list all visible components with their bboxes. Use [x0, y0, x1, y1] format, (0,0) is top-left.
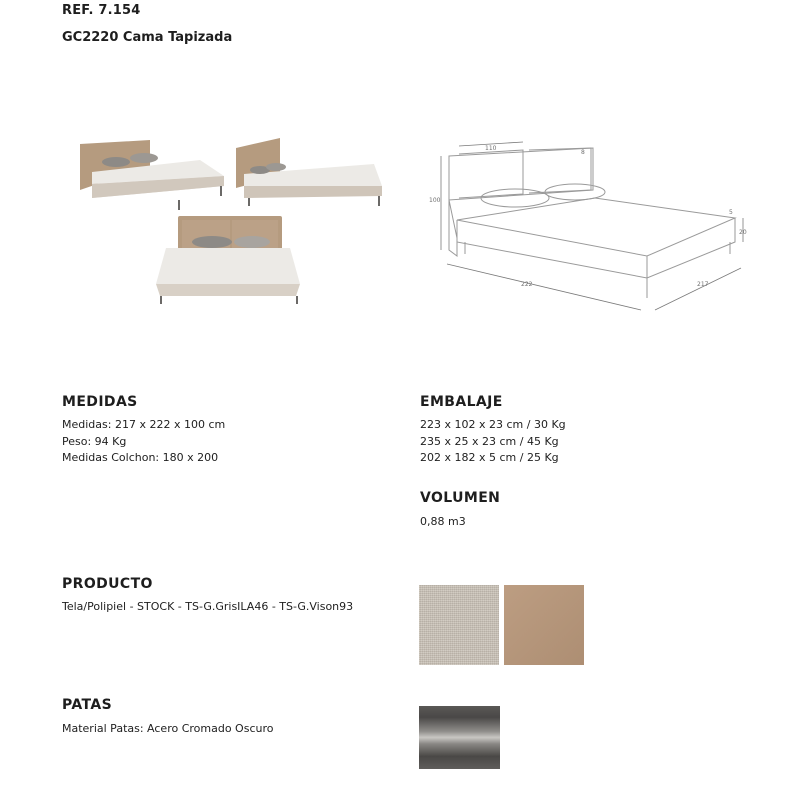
dim-width-label: 110: [485, 145, 497, 152]
bed-photo-front: [152, 214, 304, 306]
embalaje-line: 202 x 182 x 5 cm / 25 Kg: [420, 451, 559, 464]
metal-swatch: [419, 706, 500, 769]
embalaje-line: 235 x 25 x 23 cm / 45 Kg: [420, 434, 559, 448]
medidas-line: Peso: 94 Kg: [62, 434, 127, 448]
reference-code: REF. 7.154: [62, 3, 141, 18]
product-title: GC2220 Cama Tapizada: [62, 30, 233, 45]
medidas-line: Medidas: 217 x 222 x 100 cm: [62, 418, 226, 431]
producto-heading: PRODUCTO: [62, 576, 153, 592]
patas-description: Material Patas: Acero Cromado Oscuro: [62, 722, 274, 735]
medidas-block: [62, 417, 225, 467]
fabric-swatch-vison: [504, 585, 584, 665]
volumen-value: 0,88 m3: [420, 515, 466, 528]
patas-heading: PATAS: [62, 697, 113, 713]
medidas-heading: MEDIDAS: [62, 394, 138, 410]
dimension-drawing: [425, 138, 755, 316]
dim-depth-label: 217: [697, 281, 709, 288]
dim-side-label: 20: [739, 229, 747, 236]
bed-photo-angle-left: [78, 138, 228, 214]
volumen-heading: VOLUMEN: [420, 490, 501, 506]
embalaje-heading: EMBALAJE: [420, 394, 503, 410]
embalaje-block: [420, 417, 566, 467]
dim-height-label: 100: [429, 197, 441, 204]
fabric-swatch-gris: [419, 585, 499, 665]
embalaje-line: 223 x 102 x 23 cm / 30 Kg: [420, 418, 566, 431]
producto-description: Tela/Polipiel - STOCK - TS-G.GrisILA46 - TS-G.Vison93: [62, 600, 354, 613]
dim-length-label: 222: [521, 281, 533, 288]
bed-photo-side: [234, 136, 386, 210]
medidas-line: Medidas Colchon: 180 x 200: [62, 451, 219, 464]
dim-top-label: 8: [581, 149, 585, 156]
dim-leg-label: 5: [729, 209, 733, 216]
